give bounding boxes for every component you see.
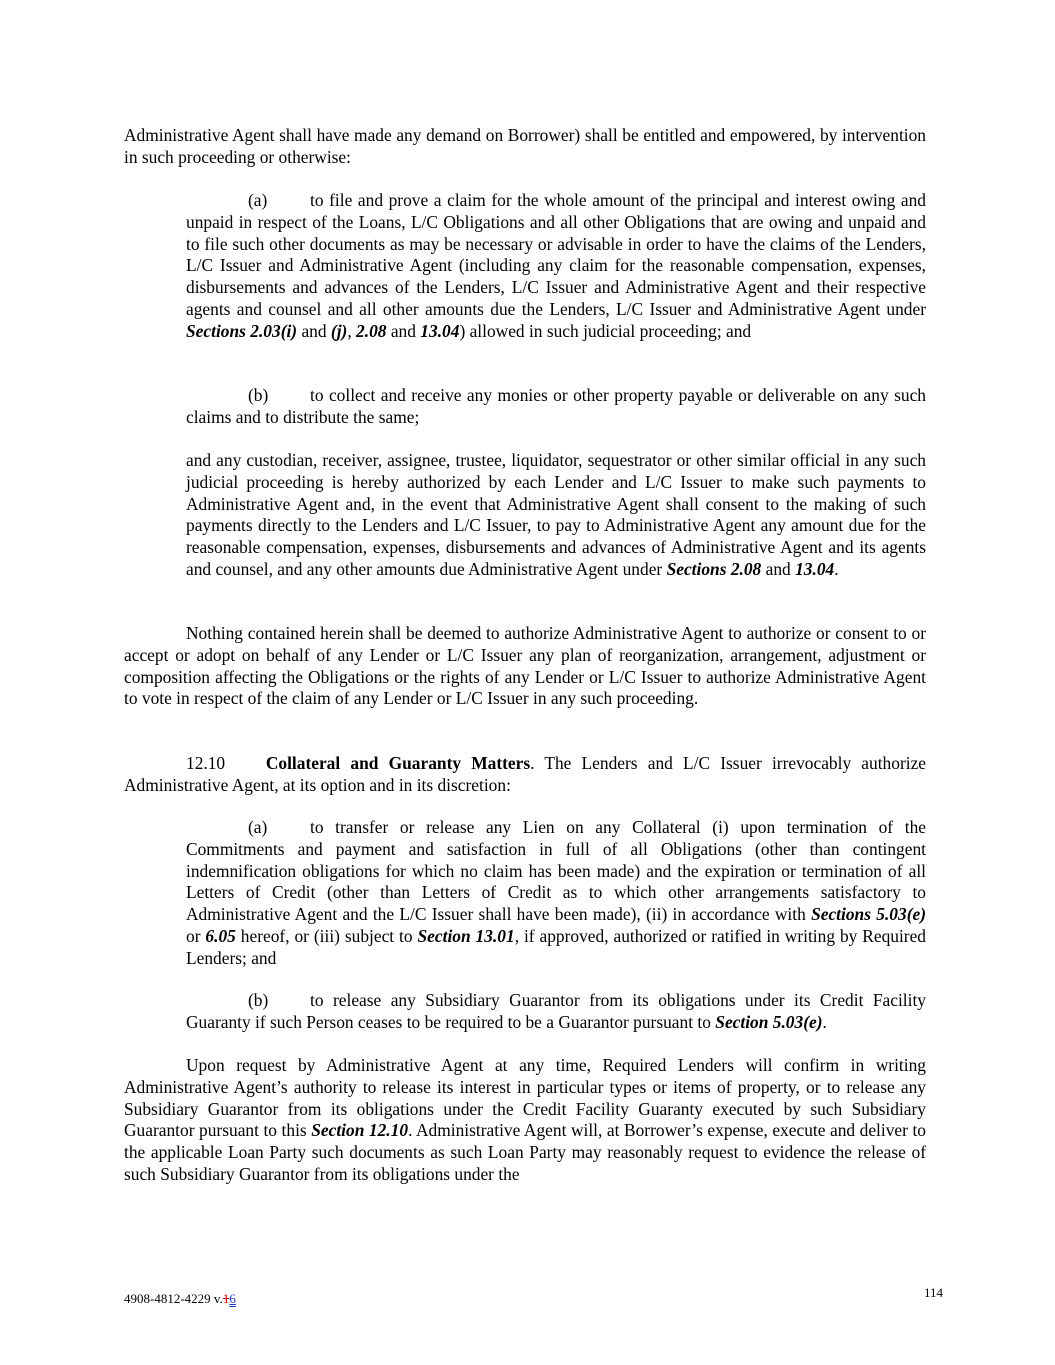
section-reference: Section 12.10 [311, 1120, 409, 1141]
paragraph-nothing-contained: Nothing contained herein shall be deemed to authorize Administrative Agent to authorize or consent to or accept or adopt on behalf of any Lender or L/C Issuer any plan of reorganization, arrangement, adjustment or composition affecting the Obligations or the rights of any Lender or L/C Issuer to authorize Administrative Agent to vote in respect of the claim of any Lender or L/C Issuer in any such proceeding. [124, 623, 926, 709]
paragraph-upon-request: Upon request by Administrative Agent at any time, Required Lenders will confirm in writing Administrative Agent’s authority to release its interest in particular types or items of property, or to release any Subsidiary Guarantor from its obligations under the Credit Facility Guaranty executed by such Subsidiary Guarantor pursuant to this Section 12.10. Administrative Agent will, at Borrower’s expense, execute and deliver to the applicable Loan Party such documents as such Loan Party may reasonably request to evidence the release of such Subsidiary Guarantor from its obligations under the [124, 1055, 926, 1184]
section-heading: Collateral and Guaranty Matters [265, 753, 531, 773]
document-id-footer: 4908-4812-4229 v.16 [124, 1291, 236, 1306]
inserted-version: 6 [229, 1291, 236, 1306]
clause-a-release-lien: (a) to transfer or release any Lien on any Collateral (i) upon termination of the Commitments and payment and satisfaction in full of all Obligations (other than contingent indemnification obligations for which no claim has been made) and the expiration or termination of all Letters of Credit (other than Letters of Credit as to which other arrangements satisfactory to Administrative Agent and the L/C Issuer shall have been made), (ii) in accordance with Sections 5.03(e) or 6.05 hereof, or (iii) subject to Section 13.01, if approved, authorized or ratified in writing by Required Lenders; and [186, 817, 926, 968]
section-reference: 6.05 [205, 925, 236, 946]
deleted-version: 1 [222, 1291, 230, 1306]
section-reference: 2.08 [356, 320, 387, 341]
section-reference: Sections 5.03(e) [811, 904, 926, 924]
paragraph-intervention: Administrative Agent shall have made any demand on Borrower) shall be entitled and empowered, by intervention in such proceeding or otherwise: [124, 125, 926, 167]
clause-label: (a) [248, 817, 268, 837]
section-12-10-heading-paragraph: 12.10 Collateral and Guaranty Matters. The Lenders and L/C Issuer irrevocably authorize Administrative Agent, at its option and in its discretion: [124, 753, 927, 795]
clause-a-file-claim: (a) to file and prove a claim for the whole amount of the principal and interest owing and unpaid in respect of the Loans, L/C Obligations and all other Obligations that are owing and unpaid and to file such other documents as may be necessary or advisable in order to have the claims of the Lenders, L/C Issuer and Administrative Agent (including any claim for the reasonable compensation, expenses, disbursements and advances of the Lenders, L/C Issuer and Administrative Agent and their respective agents and counsel and all other amounts due the Lenders, L/C Issuer and Administrative Agent under Sections 2.03(i) and (j), 2.08 and 13.04) allowed in such judicial proceeding; and [186, 190, 926, 341]
section-reference: 13.04 [420, 320, 460, 341]
clause-b-release-guarantor: (b) to release any Subsidiary Guarantor from its obligations under its Credit Facility Guaranty if such Person ceases to be required to be a Guarantor pursuant to Section 5.03(e). [186, 990, 926, 1032]
section-number: 12.10 [186, 753, 226, 773]
clause-label: (b) [248, 385, 269, 405]
paragraph-custodian: and any custodian, receiver, assignee, trustee, liquidator, sequestrator or other similar official in any such judicial proceeding is hereby authorized by each Lender and L/C Issuer to make such payments to Administrative Agent and, in the event that Administrative Agent shall consent to the making of such payments directly to the Lenders and L/C Issuer, to pay to Administrative Agent any amount due for the reasonable compensation, expenses, disbursements and advances of Administrative Agent and its agents and counsel, and any other amounts due Administrative Agent under Sections 2.08 and 13.04. [186, 450, 926, 579]
clause-label: (a) [248, 190, 268, 210]
clause-b-collect-monies: (b) to collect and receive any monies or other property payable or deliverable on any such claims and to distribute the same; [186, 385, 926, 427]
page-number: 114 [924, 1285, 944, 1300]
clause-label: (b) [248, 990, 269, 1010]
section-reference: Section 5.03(e) [715, 1011, 823, 1032]
section-reference: Section 13.01 [417, 925, 515, 946]
section-reference: (j) [330, 320, 348, 341]
section-reference: Sections 2.03(i) [186, 320, 298, 341]
section-reference: 13.04 [795, 558, 835, 579]
section-reference: Sections 2.08 [666, 558, 762, 579]
